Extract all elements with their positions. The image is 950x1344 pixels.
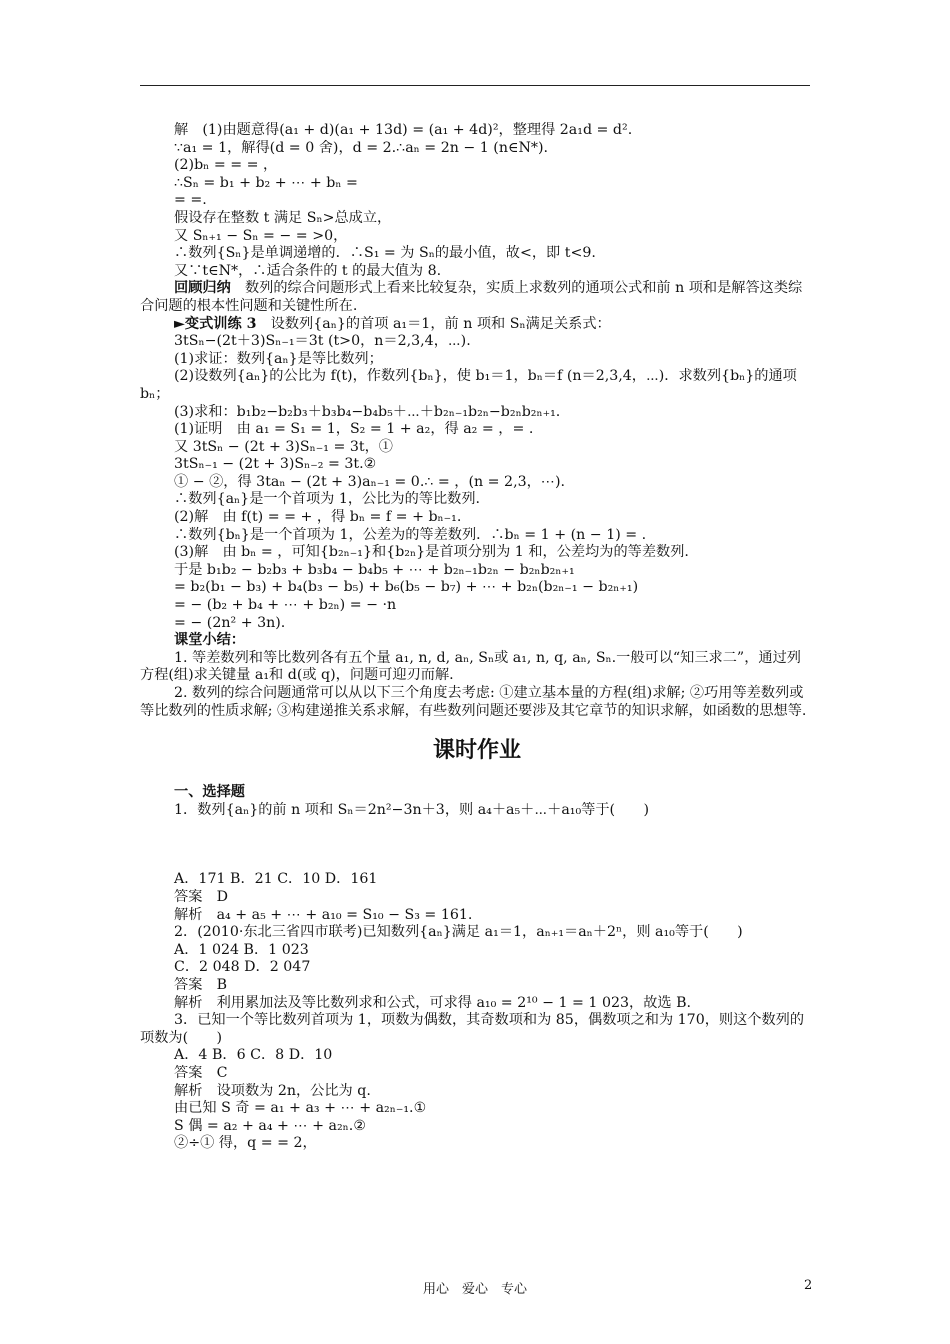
variant-line: ① − ②，得 3taₙ − (2t + 3)aₙ₋₁ = 0.∴ = ，(n = 2,3，⋯).: [174, 473, 566, 490]
header-rule: [140, 85, 810, 86]
footer-motto: 用心 爱心 专心: [422, 1282, 527, 1297]
answer-line: 答案 D: [174, 888, 228, 905]
question-2: 2．(2010·东北三省四市联考)已知数列{aₙ}满足 a₁＝1，aₙ₊₁＝aₙ＋2ⁿ，则 a₁₀等于( ): [174, 924, 743, 941]
variant-text: 设数列{aₙ}的首项 a₁＝1，前 n 项和 Sₙ满足关系式：: [256, 315, 611, 332]
question-3: 3．已知一个等比数列首项为 1，项数为偶数，其奇数项和为 85，偶数项之和为 170，则这个数列的项数为( ): [140, 1012, 805, 1046]
analysis-line: 解析 利用累加法及等比数列求和公式，可求得 a₁₀ = 2¹⁰ − 1 = 1 023，故选 B.: [174, 994, 692, 1011]
variant-line: = b₂(b₁ − b₃) + b₄(b₃ − b₅) + b₆(b₅ − b₇) + ⋯ + b₂ₙ(b₂ₙ₋₁ − b₂ₙ₊₁): [174, 579, 639, 596]
variant-line: = − (b₂ + b₄ + ⋯ + b₂ₙ) = − ·n: [174, 597, 397, 614]
analysis-line: 解析 a₄ + a₅ + ⋯ + a₁₀ = S₁₀ − S₃ = 161.: [174, 906, 473, 923]
answer-space: [140, 819, 814, 871]
solution-line: 假设存在整数 t 满足 Sₙ>总成立，: [174, 209, 392, 226]
answer-line: 答案 C: [174, 1064, 228, 1081]
page-body: [140, 122, 814, 1153]
variant-question-2: (2)设数列{aₙ}的公比为 f(t)，作数列{bₙ}，使 b₁＝1，bₙ＝f (n＝2,3,4，⋯)．求数列{bₙ}的通项 bₙ；: [140, 368, 797, 402]
question-line: A．4 B．6 C．8 D．10: [174, 1047, 333, 1064]
question-1: 1．数列{aₙ}的前 n 项和 Sₙ＝2n²−3n＋3，则 a₄＋a₅＋⋯＋a₁₀等于( ): [174, 801, 649, 818]
solution-line: 解 (1)由题意得(a₁ + d)(a₁ + 13d) = (a₁ + 4d)²，整理得 2a₁d = d².: [174, 122, 633, 138]
summary-item-2: 2. 数列的综合问题通常可以从以下三个角度去考虑: ①建立基本量的方程(组)求解; ②巧用等差数列或等比数列的性质求解; ③构建递推关系求解，有些数列问题还要涉及其它章节的知识求解，如函数的思想等.: [140, 685, 807, 719]
variant-line: (3)求和：b₁b₂−b₂b₃＋b₃b₄−b₄b₅＋⋯＋b₂ₙ₋₁b₂ₙ−b₂ₙb₂ₙ₊₁.: [174, 403, 561, 420]
analysis-line: 由已知 S 奇 = a₁ + a₃ + ⋯ + a₂ₙ₋₁.①: [174, 1100, 427, 1117]
variant-label: ►变式训练 3: [174, 315, 257, 332]
solution-line: ∴数列{Sₙ}是单调递增的．∴S₁ = 为 Sₙ的最小值，故<，即 t<9.: [174, 245, 596, 262]
page-number: 2: [804, 1278, 813, 1293]
question-line: C．2 048 D．2 047: [174, 959, 311, 976]
review-label: 回顾归纳: [174, 280, 231, 297]
variant-line: ∴数列{bₙ}是一个首项为 1，公差为的等差数列．∴bₙ = 1 + (n − 1) = .: [174, 526, 647, 543]
variant-line: ∴数列{aₙ}是一个首项为 1，公比为的等比数列.: [174, 491, 481, 508]
analysis-line: S 偶 = a₂ + a₄ + ⋯ + a₂ₙ.②: [174, 1117, 367, 1134]
question-line: A．171 B．21 C．10 D．161: [174, 871, 378, 888]
variant-line: (1)求证：数列{aₙ}是等比数列；: [174, 350, 383, 367]
variant-line: (2)解 由 f(t) = = + ，得 bₙ = f = + bₙ₋₁.: [174, 509, 462, 526]
analysis-line: ②÷① 得，q = = 2，: [174, 1135, 317, 1152]
summary-label: 课堂小结：: [174, 632, 245, 649]
review-paragraph: [140, 280, 814, 315]
variant-line: 又 3tSₙ − (2t + 3)Sₙ₋₁ = 3t，①: [174, 438, 393, 455]
solution-line: (2)bₙ = = = ，: [174, 157, 278, 174]
variant-line: 3tSₙ₋₁ − (2t + 3)Sₙ₋₂ = 3t.②: [174, 456, 377, 473]
variant-line: (3)解 由 bₙ = ，可知{b₂ₙ₋₁}和{b₂ₙ}是首项分别为 1 和，公差均为的等差数列.: [174, 544, 689, 561]
variant-line: 于是 b₁b₂ − b₂b₃ + b₃b₄ − b₄b₅ + ⋯ + b₂ₙ₋₁b₂ₙ − b₂ₙb₂ₙ₊₁: [174, 561, 575, 578]
answer-line: 答案 B: [174, 976, 227, 993]
variant-line: (1)证明 由 a₁ = S₁ = 1，S₂ = 1 + a₂，得 a₂ = ，= .: [174, 421, 534, 438]
review-text: 数列的综合问题形式上看来比较复杂，实质上求数列的通项公式和前 n 项和是解答这类综合问题的根本性问题和关键性所在.: [140, 280, 803, 314]
variant-line: 3tSₙ−(2t＋3)Sₙ₋₁＝3t (t>0，n＝2,3,4，⋯).: [174, 333, 471, 350]
solution-line: 又 Sₙ₊₁ − Sₙ = − = >0，: [174, 227, 348, 244]
summary-item-1: 1. 等差数列和等比数列各有五个量 a₁, n, d, aₙ, Sₙ或 a₁, n, q, aₙ, Sₙ.一般可以“知三求二”，通过列方程(组)求关键量 a₁和 d(或 q)，问题可迎刃而解.: [140, 649, 801, 684]
variant-line: = − (2n² + 3n).: [174, 614, 286, 631]
solution-line: ∴Sₙ = b₁ + b₂ + ⋯ + bₙ =: [174, 174, 358, 191]
question-line: A．1 024 B．1 023: [174, 941, 309, 958]
solution-line: 又∵t∈N*，∴适合条件的 t 的最大值为 8.: [174, 262, 442, 279]
solution-line: = =.: [174, 192, 207, 209]
solution-line: ∵a₁ = 1，解得(d = 0 舍)，d = 2.∴aₙ = 2n − 1 (n∈N*).: [174, 139, 549, 156]
homework-title: 课时作业: [432, 738, 521, 764]
analysis-line: 解析 设项数为 2n，公比为 q.: [174, 1082, 371, 1099]
section-heading: 一、选择题: [174, 784, 245, 801]
variant-heading: [140, 316, 814, 334]
